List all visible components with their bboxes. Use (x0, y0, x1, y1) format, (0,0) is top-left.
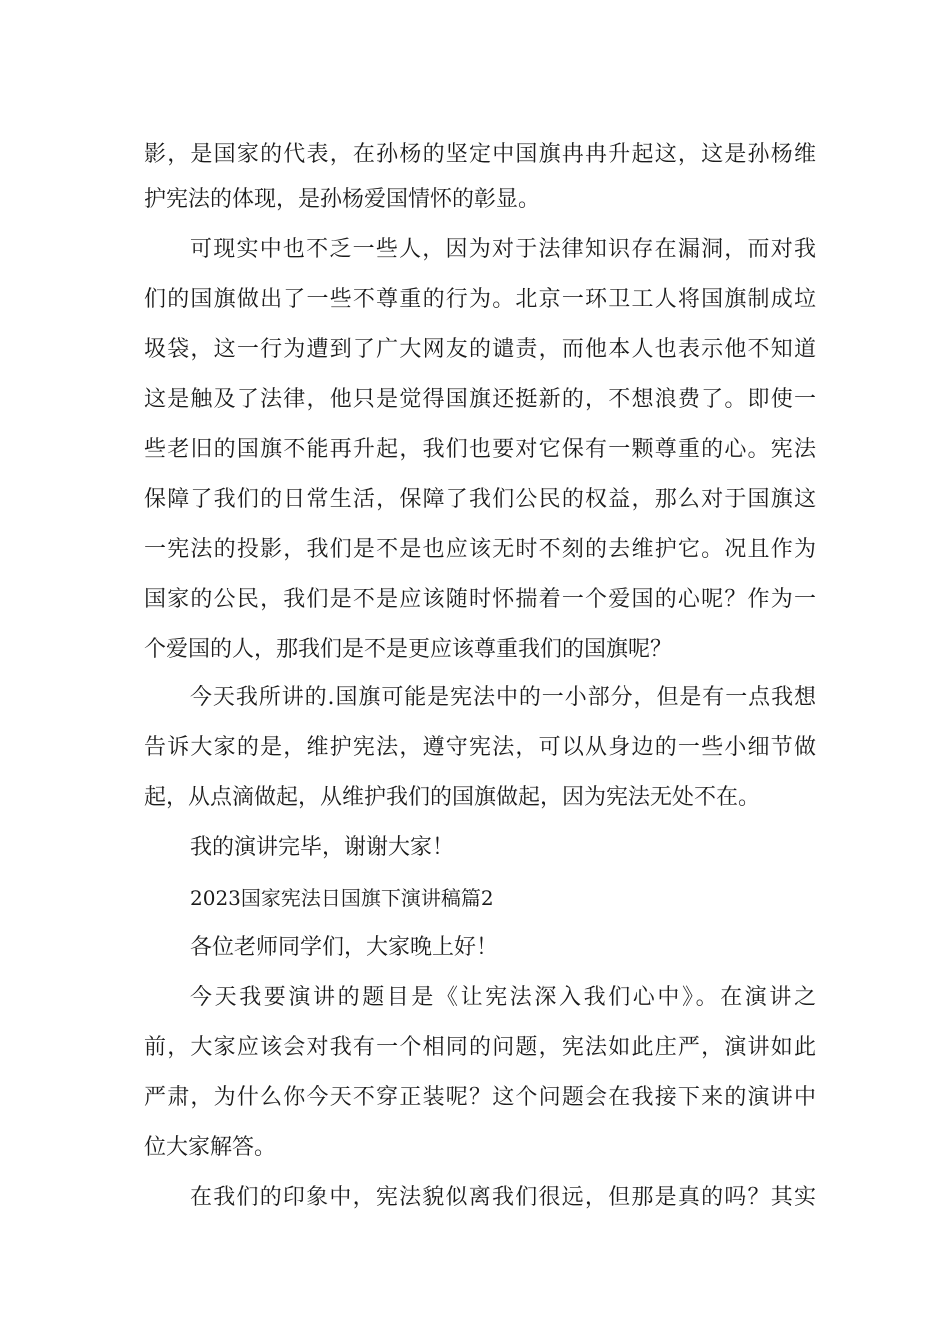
text-line: 影，是国家的代表，在孙杨的坚定中国旗冉冉升起这，这是孙杨维 (144, 142, 816, 167)
text-line: 起，从点滴做起，从维护我们的国旗做起，因为宪法无处不在。 (144, 785, 761, 810)
text-line: 一宪法的投影，我们是不是也应该无时不刻的去维护它。况且作为 (144, 537, 816, 562)
section-heading: 2023国家宪法日国旗下演讲稿篇2 (190, 886, 494, 910)
text-line: 们的国旗做出了一些不尊重的行为。北京一环卫工人将国旗制成垃 (144, 287, 816, 312)
text-line: 在我们的印象中，宪法貌似离我们很远，但那是真的吗？其实 (190, 1185, 816, 1210)
text-line: 我的演讲完毕，谢谢大家！ (190, 835, 455, 860)
text-line: 今天我要演讲的题目是《让宪法深入我们心中》。在演讲之 (190, 985, 816, 1010)
text-line: 护宪法的体现，是孙杨爱国情怀的彰显。 (144, 187, 541, 212)
text-line: 个爱国的人，那我们是不是更应该尊重我们的国旗呢？ (144, 637, 673, 662)
text-line: 告诉大家的是，维护宪法，遵守宪法，可以从身边的一些小细节做 (144, 735, 816, 760)
text-line: 前，大家应该会对我有一个相同的问题，宪法如此庄严，演讲如此 (144, 1035, 816, 1060)
text-line: 国家的公民，我们是不是应该随时怀揣着一个爱国的心呢？作为一 (144, 587, 816, 612)
text-line: 各位老师同学们，大家晚上好！ (190, 935, 499, 960)
text-line: 严肃，为什么你今天不穿正装呢？这个问题会在我接下来的演讲中 (144, 1085, 816, 1110)
text-line: 可现实中也不乏一些人，因为对于法律知识存在漏洞，而对我 (190, 237, 816, 262)
text-line: 些老旧的国旗不能再升起，我们也要对它保有一颗尊重的心。宪法 (144, 437, 816, 462)
text-line: 保障了我们的日常生活，保障了我们公民的权益，那么对于国旗这 (144, 487, 816, 512)
text-line: 位大家解答。 (144, 1135, 277, 1160)
text-line: 这是触及了法律，他只是觉得国旗还挺新的，不想浪费了。即使一 (144, 387, 816, 412)
text-line: 今天我所讲的.国旗可能是宪法中的一小部分，但是有一点我想 (190, 685, 816, 710)
text-line: 圾袋，这一行为遭到了广大网友的谴责，而他本人也表示他不知道 (144, 337, 816, 362)
